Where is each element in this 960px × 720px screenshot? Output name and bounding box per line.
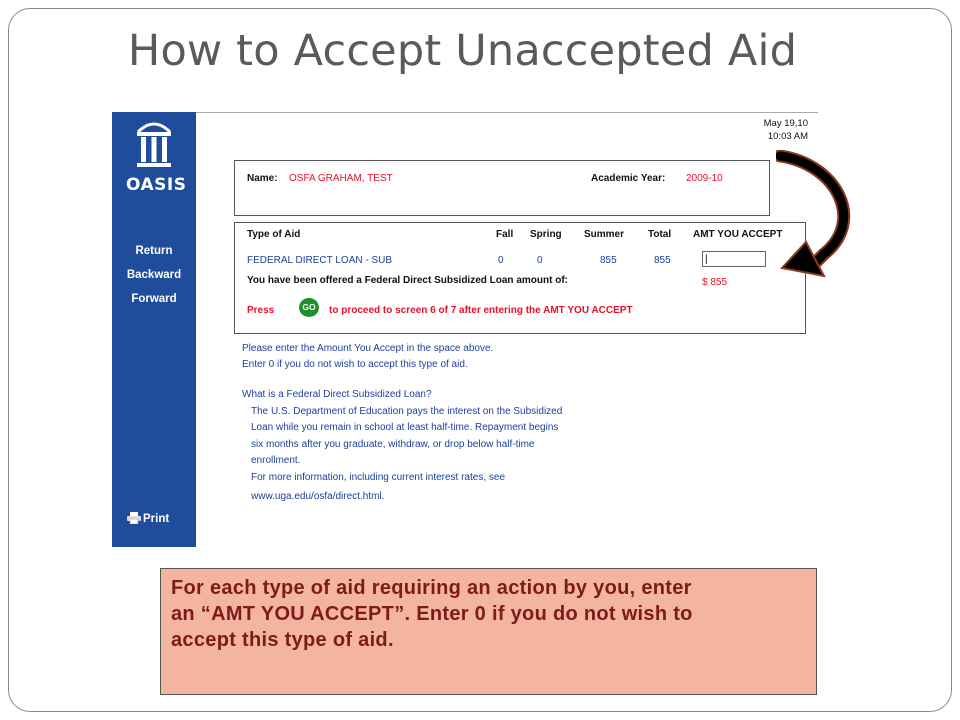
slide-title: How to Accept Unaccepted Aid bbox=[127, 26, 798, 76]
loan-explanation-4: enrollment. bbox=[251, 455, 301, 466]
amt-you-accept-input[interactable] bbox=[702, 251, 766, 267]
callout-line-1: For each type of aid requiring an action by you, enter bbox=[171, 577, 692, 599]
datetime bbox=[764, 117, 808, 143]
arch-columns-icon bbox=[134, 118, 174, 170]
oasis-logo bbox=[126, 118, 187, 195]
student-info-box bbox=[234, 160, 770, 216]
more-info-text: For more information, including current interest rates, see bbox=[251, 472, 505, 483]
top-divider bbox=[196, 112, 818, 113]
logo-text: OASIS bbox=[126, 175, 187, 195]
callout-line-2: an “AMT YOU ACCEPT”. Enter 0 if you do not wish to bbox=[171, 603, 693, 625]
press-label: Press bbox=[247, 305, 275, 316]
spring-cell: 0 bbox=[537, 255, 543, 266]
nav-backward[interactable]: Backward bbox=[126, 269, 182, 281]
name-label: Name: bbox=[247, 173, 278, 184]
loan-explanation-2: Loan while you remain in school at least half-time. Repayment begins bbox=[251, 422, 559, 433]
curved-arrow-icon bbox=[776, 150, 860, 280]
oasis-screenshot bbox=[112, 112, 818, 547]
header-type-of-aid: Type of Aid bbox=[247, 229, 301, 240]
go-button[interactable]: GO bbox=[299, 298, 319, 317]
header-spring: Spring bbox=[530, 229, 562, 240]
time-text: 10:03 AM bbox=[767, 131, 808, 142]
offer-text: You have been offered a Federal Direct Subsidized Loan amount of: bbox=[247, 275, 568, 286]
print-label: Print bbox=[143, 513, 170, 525]
header-summer: Summer bbox=[584, 229, 625, 240]
date-text: May 19,10 bbox=[763, 118, 808, 129]
name-value: OSFA GRAHAM, TEST bbox=[289, 173, 393, 184]
print-button[interactable] bbox=[127, 512, 169, 527]
sidebar bbox=[112, 112, 196, 547]
aid-type-cell: FEDERAL DIRECT LOAN - SUB bbox=[247, 255, 393, 266]
direct-loan-link[interactable] bbox=[251, 489, 384, 506]
instruction-line-2: Enter 0 if you do not wish to accept this type of aid. bbox=[242, 359, 468, 370]
header-total: Total bbox=[648, 229, 672, 240]
loan-explanation-3: six months after you graduate, withdraw, or drop below half-time bbox=[251, 439, 535, 450]
summer-cell: 855 bbox=[600, 255, 617, 266]
header-fall: Fall bbox=[496, 229, 514, 240]
loan-question: What is a Federal Direct Subsidized Loan? bbox=[242, 389, 432, 400]
instruction-callout bbox=[160, 568, 817, 695]
fall-cell: 0 bbox=[498, 255, 504, 266]
callout-line-3: accept this type of aid. bbox=[171, 629, 394, 651]
loan-explanation-1: The U.S. Department of Education pays the interest on the Subsidized bbox=[251, 406, 563, 417]
offer-amount: $ 855 bbox=[702, 277, 728, 288]
direct-loan-link-text[interactable]: www.uga.edu/osfa/direct.html. bbox=[251, 491, 385, 502]
nav-return[interactable]: Return bbox=[135, 245, 173, 257]
proceed-text: to proceed to screen 6 of 7 after entering the AMT YOU ACCEPT bbox=[329, 305, 633, 316]
academic-year-value: 2009-10 bbox=[686, 173, 723, 184]
nav-forward[interactable]: Forward bbox=[131, 293, 177, 305]
header-amt-you-accept: AMT YOU ACCEPT bbox=[693, 229, 783, 240]
academic-year-label: Academic Year: bbox=[591, 173, 666, 184]
total-cell: 855 bbox=[654, 255, 671, 266]
printer-icon bbox=[127, 512, 141, 527]
instruction-line-1: Please enter the Amount You Accept in the space above. bbox=[242, 343, 494, 354]
